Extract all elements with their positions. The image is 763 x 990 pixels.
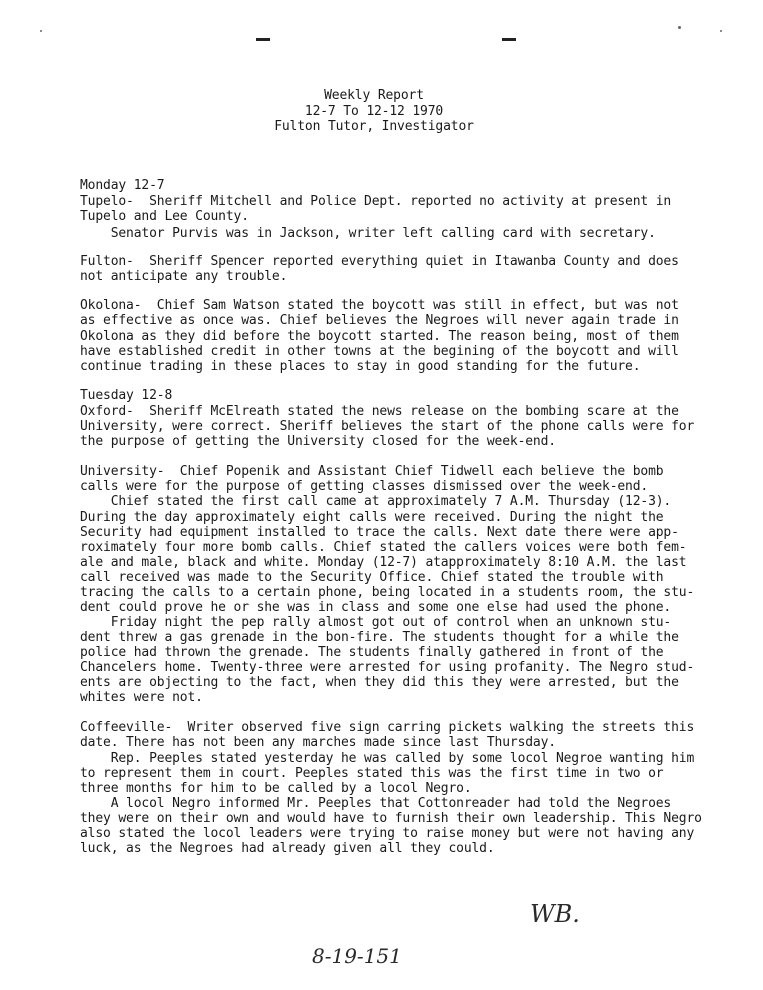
- text-line: Fulton- Sheriff Spencer reported everything quiet in Itawanba County and does: [80, 254, 679, 269]
- text-line: have established credit in other towns at the begining of the boycott and will: [80, 344, 679, 359]
- text-line: not anticipate any trouble.: [80, 269, 288, 284]
- text-line: Security had equipment installed to trace the calls. Next date there were app-: [80, 525, 679, 540]
- text-line: call received was made to the Security Office. Chief stated the trouble with: [80, 570, 664, 585]
- text-line: Okolona as they did before the boycott started. The reason being, most of them: [80, 329, 679, 344]
- text-line: roximately four more bomb calls. Chief stated the callers voices were both fem-: [80, 540, 687, 555]
- day-heading-tuesday: Tuesday 12-8: [80, 388, 173, 403]
- text-line: University- Chief Popenik and Assistant Chief Tidwell each believe the bomb: [80, 464, 664, 479]
- text-line: as effective as once was. Chief believes the Negroes will never again trade in: [80, 313, 679, 328]
- text-line: Oxford- Sheriff McElreath stated the news release on the bombing scare at the: [80, 404, 679, 419]
- handwritten-file-number: 8-19-151: [312, 944, 402, 968]
- text-line: whites were not.: [80, 690, 203, 705]
- text-line: Rep. Peeples stated yesterday he was called by some locol Negroe wanting him: [80, 751, 695, 766]
- text-line: calls were for the purpose of getting classes dismissed over the week-end.: [80, 479, 649, 494]
- text-line: continue trading in these places to stay in good standing for the future.: [80, 359, 641, 374]
- text-line: Tupelo and Lee County.: [80, 209, 249, 224]
- text-line: Tupelo- Sheriff Mitchell and Police Dept. reported no activity at present in: [80, 194, 672, 209]
- text-line: tracing the calls to a certain phone, being located in a students room, the stu-: [80, 585, 695, 600]
- report-dates: 12-7 To 12-12 1970: [304, 104, 444, 119]
- text-line: Okolona- Chief Sam Watson stated the boycott was still in effect, but was not: [80, 298, 679, 313]
- text-line: to represent them in court. Peeples stated this was the first time in two or: [80, 766, 664, 781]
- text-line: Chief stated the first call came at approximately 7 A.M. Thursday (12-3).: [80, 494, 672, 509]
- scan-mark-left: [256, 38, 270, 41]
- text-line: three months for him to be called by a locol Negro.: [80, 781, 472, 796]
- text-line: University, were correct. Sheriff believes the start of the phone calls were for: [80, 419, 695, 434]
- scan-speck: [720, 30, 722, 32]
- report-title: Weekly Report: [324, 88, 424, 103]
- text-line: dent could prove he or she was in class and some one else had used the phone.: [80, 600, 672, 615]
- text-line: Friday night the pep rally almost got out of control when an unknown stu-: [80, 615, 672, 630]
- text-line: During the day approximately eight calls were received. During the night the: [80, 510, 664, 525]
- day-heading-monday: Monday 12-7: [80, 178, 165, 193]
- text-line: ents are objecting to the fact, when they did this they were arrested, but the: [80, 675, 679, 690]
- text-line: the purpose of getting the University closed for the week-end.: [80, 434, 556, 449]
- text-line: Coffeeville- Writer observed five sign carring pickets walking the streets this: [80, 720, 695, 735]
- text-line: Senator Purvis was in Jackson, writer left calling card with secretary.: [80, 226, 656, 241]
- text-line: police had thrown the grenade. The students finally gathered in front of the: [80, 645, 664, 660]
- text-line: Chancelers home. Twenty-three were arrested for using profanity. The Negro stud-: [80, 660, 695, 675]
- text-line: A locol Negro informed Mr. Peeples that Cottonreader had told the Negroes: [80, 796, 672, 811]
- text-line: they were on their own and would have to furnish their own leadership. This Negro: [80, 811, 702, 826]
- text-line: dent threw a gas grenade in the bon-fire. The students thought for a while the: [80, 630, 679, 645]
- report-author: Fulton Tutor, Investigator: [274, 119, 474, 134]
- scan-speck: [40, 30, 42, 32]
- scan-mark-right: [502, 38, 516, 41]
- text-line: luck, as the Negroes had already given all they could.: [80, 841, 495, 856]
- text-line: also stated the locol leaders were trying to raise money but were not having any: [80, 826, 695, 841]
- text-line: ale and male, black and white. Monday (12-7) atapproximately 8:10 A.M. the last: [80, 555, 687, 570]
- text-line: date. There has not been any marches made since last Thursday.: [80, 735, 556, 750]
- handwritten-initials: WB.: [530, 900, 580, 928]
- scan-speck: [678, 26, 681, 29]
